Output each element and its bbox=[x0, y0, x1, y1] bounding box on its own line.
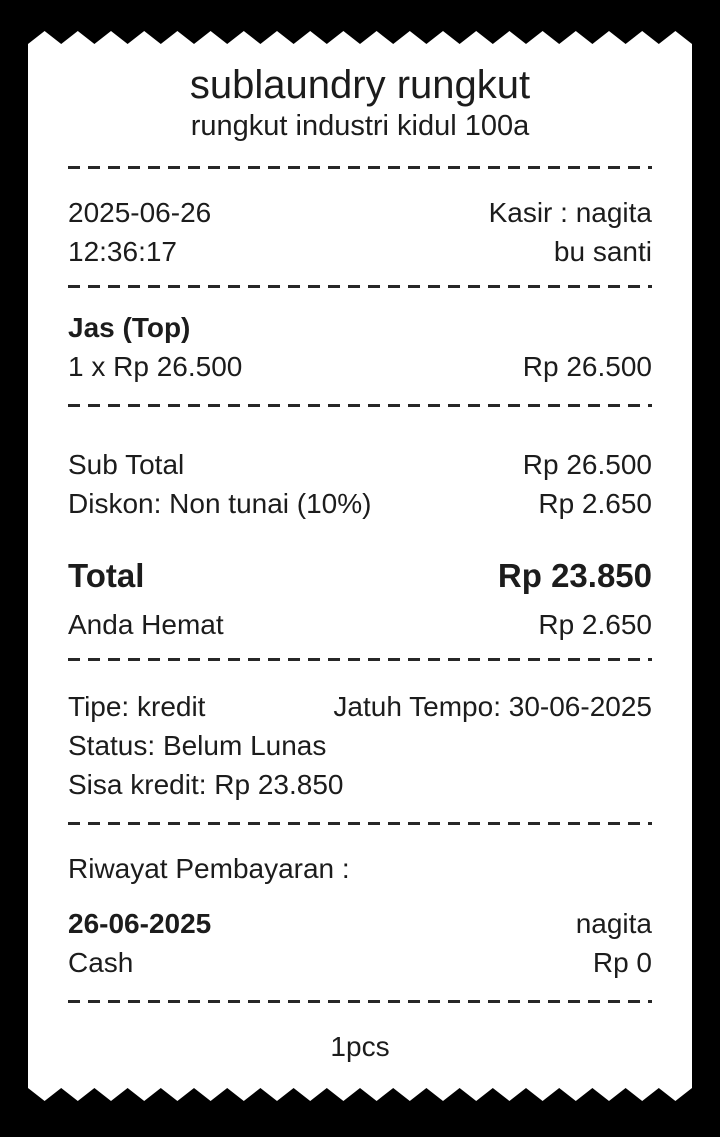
dashed-divider bbox=[68, 1000, 652, 1003]
discount-value: Rp 2.650 bbox=[538, 488, 652, 519]
receipt-date: 2025-06-26 bbox=[68, 197, 212, 228]
torn-edge-top bbox=[28, 30, 692, 44]
subtotal-row bbox=[68, 445, 652, 484]
credit-row-1 bbox=[68, 687, 652, 726]
payment-row-2 bbox=[68, 943, 652, 982]
item-block bbox=[68, 308, 652, 386]
footer-pieces: 1pcs bbox=[330, 1031, 390, 1062]
dashed-divider bbox=[68, 822, 652, 825]
discount-row bbox=[68, 484, 652, 523]
torn-edge-bottom bbox=[28, 1088, 692, 1102]
credit-block bbox=[68, 687, 652, 804]
savings-row bbox=[68, 605, 652, 644]
payment-history-block bbox=[68, 849, 652, 982]
meta-row-1 bbox=[68, 193, 652, 232]
item-row bbox=[68, 347, 652, 386]
receipt bbox=[28, 30, 692, 1102]
savings-value: Rp 2.650 bbox=[538, 609, 652, 640]
meta-row-2 bbox=[68, 232, 652, 271]
item-amount: Rp 26.500 bbox=[522, 351, 652, 382]
subtotal-label: Sub Total bbox=[68, 449, 185, 480]
credit-due-date: Jatuh Tempo: 30-06-2025 bbox=[333, 691, 652, 722]
cashier-name: Kasir : nagita bbox=[488, 197, 652, 228]
customer-name: bu santi bbox=[553, 236, 652, 267]
store-name: sublaundry rungkut bbox=[189, 63, 531, 107]
discount-label: Diskon: Non tunai (10%) bbox=[68, 488, 372, 519]
item-name: Jas (Top) bbox=[68, 312, 191, 343]
receipt-paper bbox=[28, 44, 692, 1088]
payment-amount: Rp 0 bbox=[592, 947, 652, 978]
payment-history-entry bbox=[68, 904, 652, 982]
total-value: Rp 23.850 bbox=[497, 557, 652, 594]
dashed-divider bbox=[68, 166, 652, 169]
total-row bbox=[68, 553, 652, 599]
dashed-divider bbox=[68, 285, 652, 288]
credit-remaining: Sisa kredit: Rp 23.850 bbox=[68, 769, 344, 800]
total-label: Total bbox=[68, 557, 145, 594]
payment-method: Cash bbox=[68, 947, 134, 978]
store-address: rungkut industri kidul 100a bbox=[190, 110, 530, 142]
dashed-divider bbox=[68, 404, 652, 407]
summary-block bbox=[68, 445, 652, 644]
credit-type: Tipe: kredit bbox=[68, 691, 206, 722]
payment-history-title: Riwayat Pembayaran : bbox=[68, 853, 350, 884]
payment-row-1 bbox=[68, 904, 652, 943]
receipt-time: 12:36:17 bbox=[68, 236, 177, 267]
subtotal-value: Rp 26.500 bbox=[522, 449, 652, 480]
savings-label: Anda Hemat bbox=[68, 609, 224, 640]
payment-date: 26-06-2025 bbox=[68, 908, 212, 939]
item-qty-price: 1 x Rp 26.500 bbox=[68, 351, 243, 382]
dashed-divider bbox=[68, 658, 652, 661]
payment-cashier: nagita bbox=[575, 908, 652, 939]
credit-status: Status: Belum Lunas bbox=[68, 730, 327, 761]
